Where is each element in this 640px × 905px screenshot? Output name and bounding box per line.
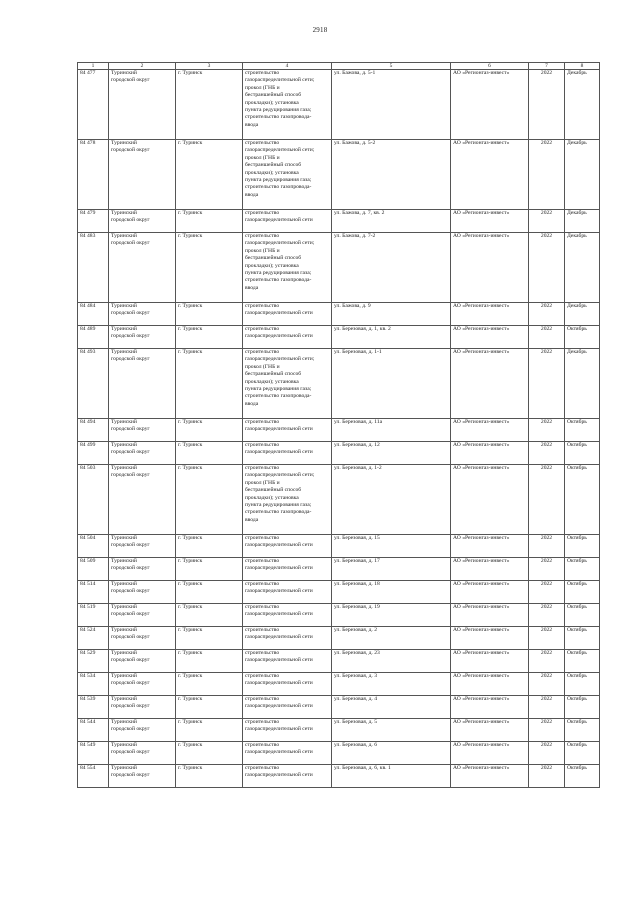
row-number-cell: 84 484 <box>78 303 109 326</box>
column-number: 6 <box>451 63 529 70</box>
work-type-cell: строительство газораспределительной сети <box>243 719 332 742</box>
district-cell: Туринский городской округ <box>109 349 176 419</box>
district-cell: Туринский городской округ <box>109 326 176 349</box>
locality-cell: г. Туринск <box>176 210 243 233</box>
year-cell: 2022 <box>529 719 565 742</box>
year-cell: 2022 <box>529 326 565 349</box>
locality-cell: г. Туринск <box>176 742 243 765</box>
row-number-cell: 84 494 <box>78 419 109 442</box>
executor-cell: АО «Регионгаз-инвест» <box>451 535 529 558</box>
row-number-cell: 84 539 <box>78 696 109 719</box>
district-cell: Туринский городской округ <box>109 419 176 442</box>
locality-cell: г. Туринск <box>176 650 243 673</box>
year-cell: 2022 <box>529 349 565 419</box>
table-row <box>78 70 600 140</box>
executor-cell: АО «Регионгаз-инвест» <box>451 604 529 627</box>
district-cell: Туринский городской округ <box>109 210 176 233</box>
locality-cell: г. Туринск <box>176 627 243 650</box>
district-cell: Туринский городской округ <box>109 604 176 627</box>
year-cell: 2022 <box>529 650 565 673</box>
month-cell: Октябрь <box>565 326 600 349</box>
table-row <box>78 442 600 465</box>
month-cell: Октябрь <box>565 558 600 581</box>
address-cell: ул. Бажова, д. 7, кв. 2 <box>332 210 451 233</box>
locality-cell: г. Туринск <box>176 303 243 326</box>
executor-cell: АО «Регионгаз-инвест» <box>451 326 529 349</box>
month-cell: Декабрь <box>565 140 600 210</box>
work-type-cell: строительство газораспределительной сети <box>243 604 332 627</box>
year-cell: 2022 <box>529 70 565 140</box>
row-number-cell: 84 493 <box>78 349 109 419</box>
column-number: 3 <box>176 63 243 70</box>
row-number-cell: 84 499 <box>78 442 109 465</box>
column-number: 1 <box>78 63 109 70</box>
row-number-cell: 84 479 <box>78 210 109 233</box>
district-cell: Туринский городской округ <box>109 442 176 465</box>
year-cell: 2022 <box>529 742 565 765</box>
district-cell: Туринский городской округ <box>109 650 176 673</box>
table-row <box>78 650 600 673</box>
year-cell: 2022 <box>529 581 565 604</box>
row-number-cell: 84 529 <box>78 650 109 673</box>
table-row <box>78 465 600 535</box>
table-row <box>78 696 600 719</box>
executor-cell: АО «Регионгаз-инвест» <box>451 233 529 303</box>
table-row <box>78 303 600 326</box>
month-cell: Октябрь <box>565 673 600 696</box>
year-cell: 2022 <box>529 140 565 210</box>
column-number: 7 <box>529 63 565 70</box>
district-cell: Туринский городской округ <box>109 70 176 140</box>
year-cell: 2022 <box>529 765 565 788</box>
page-number: 2918 <box>312 26 328 34</box>
executor-cell: АО «Регионгаз-инвест» <box>451 558 529 581</box>
table-row <box>78 581 600 604</box>
work-type-cell: строительство газораспределительной сети <box>243 627 332 650</box>
work-type-cell: строительство газораспределительной сети <box>243 765 332 788</box>
column-number: 5 <box>332 63 451 70</box>
year-cell: 2022 <box>529 558 565 581</box>
year-cell: 2022 <box>529 604 565 627</box>
year-cell: 2022 <box>529 442 565 465</box>
work-type-cell: строительство газораспределительной сети <box>243 581 332 604</box>
year-cell: 2022 <box>529 303 565 326</box>
executor-cell: АО «Регионгаз-инвест» <box>451 719 529 742</box>
year-cell: 2022 <box>529 210 565 233</box>
month-cell: Октябрь <box>565 419 600 442</box>
column-number-row <box>78 63 600 70</box>
address-cell: ул. Бажова, д. 5-1 <box>332 70 451 140</box>
month-cell: Октябрь <box>565 696 600 719</box>
work-type-cell: строительство газораспределительной сети; прокол (ГНБ и бестраншейный способ прокладки); установка пункта редуцирования газа; строительство газопровода- ввода <box>243 70 332 140</box>
district-cell: Туринский городской округ <box>109 742 176 765</box>
month-cell: Декабрь <box>565 233 600 303</box>
locality-cell: г. Туринск <box>176 70 243 140</box>
address-cell: ул. Березовая, д. 15 <box>332 535 451 558</box>
executor-cell: АО «Регионгаз-инвест» <box>451 696 529 719</box>
month-cell: Октябрь <box>565 604 600 627</box>
table-row <box>78 349 600 419</box>
address-cell: ул. Березовая, д. 11а <box>332 419 451 442</box>
locality-cell: г. Туринск <box>176 604 243 627</box>
work-type-cell: строительство газораспределительной сети <box>243 326 332 349</box>
row-number-cell: 84 524 <box>78 627 109 650</box>
table-row <box>78 419 600 442</box>
locality-cell: г. Туринск <box>176 465 243 535</box>
executor-cell: АО «Регионгаз-инвест» <box>451 303 529 326</box>
executor-cell: АО «Регионгаз-инвест» <box>451 673 529 696</box>
executor-cell: АО «Регионгаз-инвест» <box>451 419 529 442</box>
locality-cell: г. Туринск <box>176 442 243 465</box>
locality-cell: г. Туринск <box>176 558 243 581</box>
locality-cell: г. Туринск <box>176 349 243 419</box>
locality-cell: г. Туринск <box>176 326 243 349</box>
district-cell: Туринский городской округ <box>109 719 176 742</box>
row-number-cell: 84 514 <box>78 581 109 604</box>
column-number: 4 <box>243 63 332 70</box>
executor-cell: АО «Регионгаз-инвест» <box>451 765 529 788</box>
work-type-cell: строительство газораспределительной сети <box>243 419 332 442</box>
locality-cell: г. Туринск <box>176 696 243 719</box>
month-cell: Октябрь <box>565 535 600 558</box>
month-cell: Октябрь <box>565 742 600 765</box>
table-row <box>78 326 600 349</box>
row-number-cell: 84 544 <box>78 719 109 742</box>
table-row <box>78 673 600 696</box>
executor-cell: АО «Регионгаз-инвест» <box>451 349 529 419</box>
address-cell: ул. Березовая, д. 1, кв. 2 <box>332 326 451 349</box>
row-number-cell: 84 477 <box>78 70 109 140</box>
month-cell: Октябрь <box>565 581 600 604</box>
address-cell: ул. Березовая, д. 17 <box>332 558 451 581</box>
locality-cell: г. Туринск <box>176 140 243 210</box>
address-cell: ул. Березовая, д. 1-2 <box>332 465 451 535</box>
address-cell: ул. Березовая, д. 2 <box>332 627 451 650</box>
work-type-cell: строительство газораспределительной сети <box>243 673 332 696</box>
executor-cell: АО «Регионгаз-инвест» <box>451 465 529 535</box>
district-cell: Туринский городской округ <box>109 535 176 558</box>
year-cell: 2022 <box>529 535 565 558</box>
month-cell: Октябрь <box>565 465 600 535</box>
month-cell: Октябрь <box>565 765 600 788</box>
row-number-cell: 84 478 <box>78 140 109 210</box>
row-number-cell: 84 554 <box>78 765 109 788</box>
executor-cell: АО «Регионгаз-инвест» <box>451 627 529 650</box>
table-row <box>78 604 600 627</box>
work-type-cell: строительство газораспределительной сети <box>243 742 332 765</box>
executor-cell: АО «Регионгаз-инвест» <box>451 140 529 210</box>
district-cell: Туринский городской округ <box>109 673 176 696</box>
year-cell: 2022 <box>529 419 565 442</box>
gasification-registry-table <box>77 62 600 788</box>
district-cell: Туринский городской округ <box>109 627 176 650</box>
table-row <box>78 233 600 303</box>
year-cell: 2022 <box>529 696 565 719</box>
district-cell: Туринский городской округ <box>109 696 176 719</box>
month-cell: Декабрь <box>565 349 600 419</box>
month-cell: Октябрь <box>565 650 600 673</box>
table-row <box>78 765 600 788</box>
executor-cell: АО «Регионгаз-инвест» <box>451 70 529 140</box>
column-number: 2 <box>109 63 176 70</box>
address-cell: ул. Бажова, д. 9 <box>332 303 451 326</box>
address-cell: ул. Березовая, д. 6 <box>332 742 451 765</box>
address-cell: ул. Березовая, д. 3 <box>332 673 451 696</box>
work-type-cell: строительство газораспределительной сети <box>243 535 332 558</box>
table-row <box>78 140 600 210</box>
row-number-cell: 84 483 <box>78 233 109 303</box>
address-cell: ул. Березовая, д. 18 <box>332 581 451 604</box>
table-row <box>78 558 600 581</box>
work-type-cell: строительство газораспределительной сети <box>243 303 332 326</box>
table-row <box>78 627 600 650</box>
work-type-cell: строительство газораспределительной сети; прокол (ГНБ и бестраншейный способ прокладки); установка пункта редуцирования газа; строительство газопровода- ввода <box>243 349 332 419</box>
year-cell: 2022 <box>529 627 565 650</box>
work-type-cell: строительство газораспределительной сети <box>243 650 332 673</box>
work-type-cell: строительство газораспределительной сети <box>243 210 332 233</box>
address-cell: ул. Березовая, д. 5 <box>332 719 451 742</box>
year-cell: 2022 <box>529 673 565 696</box>
work-type-cell: строительство газораспределительной сети; прокол (ГНБ и бестраншейный способ прокладки); установка пункта редуцирования газа; строительство газопровода- ввода <box>243 233 332 303</box>
row-number-cell: 84 504 <box>78 535 109 558</box>
work-type-cell: строительство газораспределительной сети <box>243 696 332 719</box>
address-cell: ул. Березовая, д. 1-1 <box>332 349 451 419</box>
row-number-cell: 84 519 <box>78 604 109 627</box>
row-number-cell: 84 509 <box>78 558 109 581</box>
district-cell: Туринский городской округ <box>109 140 176 210</box>
work-type-cell: строительство газораспределительной сети <box>243 442 332 465</box>
executor-cell: АО «Регионгаз-инвест» <box>451 442 529 465</box>
row-number-cell: 84 489 <box>78 326 109 349</box>
month-cell: Октябрь <box>565 719 600 742</box>
month-cell: Декабрь <box>565 70 600 140</box>
year-cell: 2022 <box>529 465 565 535</box>
district-cell: Туринский городской округ <box>109 765 176 788</box>
address-cell: ул. Бажова, д. 7-2 <box>332 233 451 303</box>
executor-cell: АО «Регионгаз-инвест» <box>451 210 529 233</box>
row-number-cell: 84 534 <box>78 673 109 696</box>
district-cell: Туринский городской округ <box>109 581 176 604</box>
address-cell: ул. Бажова, д. 5-2 <box>332 140 451 210</box>
address-cell: ул. Березовая, д. 12 <box>332 442 451 465</box>
column-number: 8 <box>565 63 600 70</box>
executor-cell: АО «Регионгаз-инвест» <box>451 650 529 673</box>
address-cell: ул. Березовая, д. 4 <box>332 696 451 719</box>
row-number-cell: 84 503 <box>78 465 109 535</box>
district-cell: Туринский городской округ <box>109 233 176 303</box>
month-cell: Декабрь <box>565 303 600 326</box>
table-row <box>78 210 600 233</box>
executor-cell: АО «Регионгаз-инвест» <box>451 742 529 765</box>
locality-cell: г. Туринск <box>176 233 243 303</box>
address-cell: ул. Березовая, д. 6, кв. 1 <box>332 765 451 788</box>
month-cell: Октябрь <box>565 442 600 465</box>
table-row <box>78 719 600 742</box>
locality-cell: г. Туринск <box>176 719 243 742</box>
work-type-cell: строительство газораспределительной сети; прокол (ГНБ и бестраншейный способ прокладки); установка пункта редуцирования газа; строительство газопровода- ввода <box>243 465 332 535</box>
table-row <box>78 742 600 765</box>
district-cell: Туринский городской округ <box>109 465 176 535</box>
month-cell: Декабрь <box>565 210 600 233</box>
locality-cell: г. Туринск <box>176 581 243 604</box>
locality-cell: г. Туринск <box>176 673 243 696</box>
district-cell: Туринский городской округ <box>109 303 176 326</box>
work-type-cell: строительство газораспределительной сети <box>243 558 332 581</box>
address-cell: ул. Березовая, д. 23 <box>332 650 451 673</box>
locality-cell: г. Туринск <box>176 419 243 442</box>
work-type-cell: строительство газораспределительной сети; прокол (ГНБ и бестраншейный способ прокладки); установка пункта редуцирования газа; строительство газопровода- ввода <box>243 140 332 210</box>
table-row <box>78 535 600 558</box>
locality-cell: г. Туринск <box>176 535 243 558</box>
year-cell: 2022 <box>529 233 565 303</box>
row-number-cell: 84 549 <box>78 742 109 765</box>
district-cell: Туринский городской округ <box>109 558 176 581</box>
address-cell: ул. Березовая, д. 19 <box>332 604 451 627</box>
executor-cell: АО «Регионгаз-инвест» <box>451 581 529 604</box>
locality-cell: г. Туринск <box>176 765 243 788</box>
month-cell: Октябрь <box>565 627 600 650</box>
